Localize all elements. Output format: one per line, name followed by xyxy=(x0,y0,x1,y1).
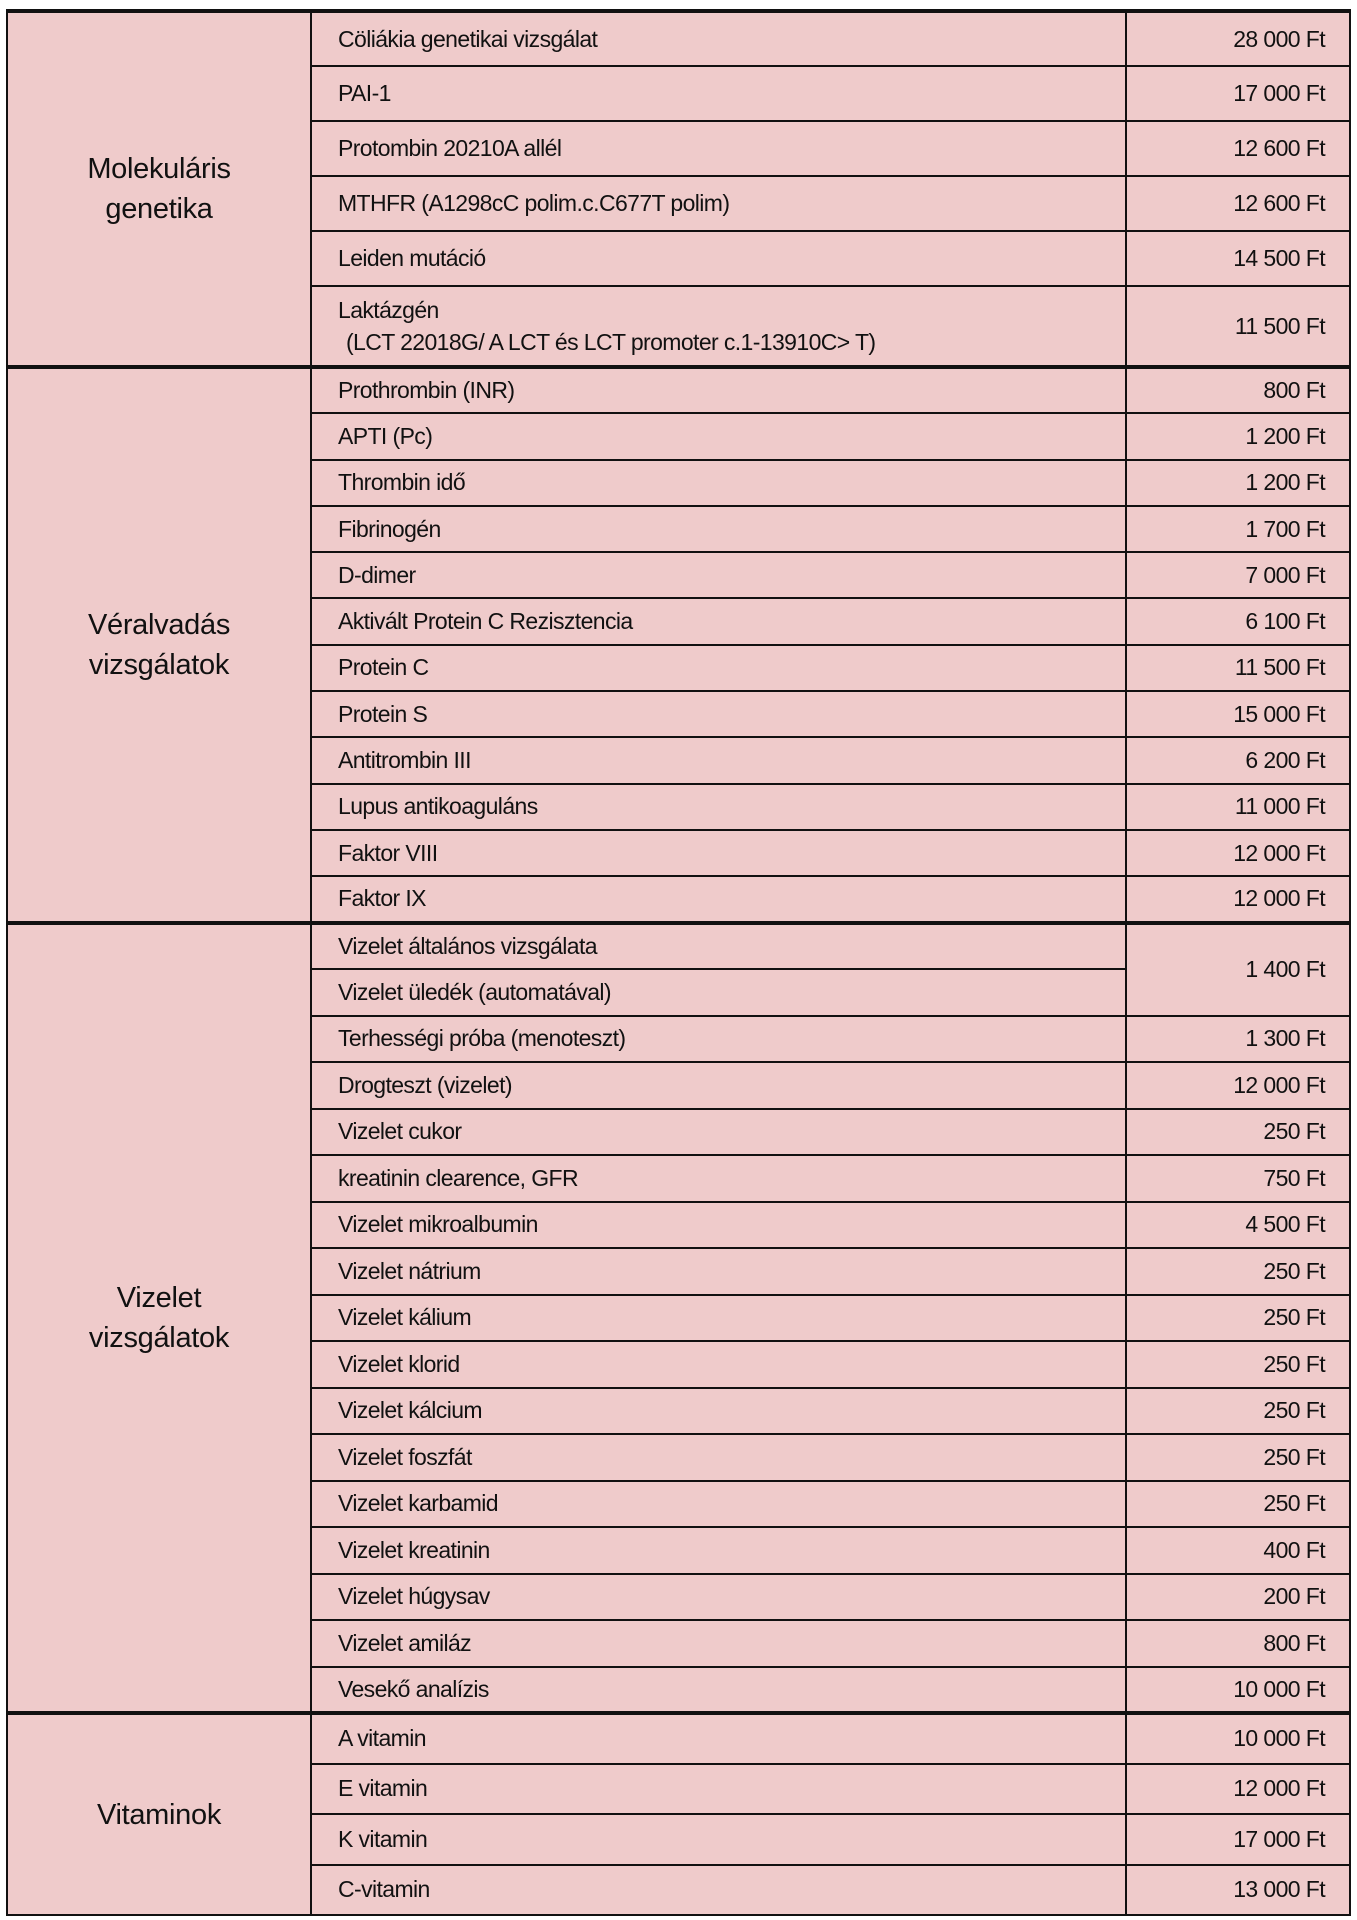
test-name-cell xyxy=(311,830,1126,876)
test-name-cell xyxy=(311,1481,1126,1528)
group-label-line: Vizelet xyxy=(116,1281,202,1314)
group-label xyxy=(7,1713,311,1915)
test-name-cell xyxy=(311,11,1126,66)
test-price: 1 200 Ft xyxy=(1126,460,1350,506)
test-name-cell xyxy=(311,1295,1126,1342)
test-name-cell xyxy=(311,737,1126,783)
test-name: Terhességi próba (menoteszt) xyxy=(338,1025,626,1052)
test-name-cell xyxy=(311,1248,1126,1295)
test-price: 12 600 Ft xyxy=(1126,121,1350,176)
test-price: 14 500 Ft xyxy=(1126,231,1350,286)
test-name-cell xyxy=(311,121,1126,176)
test-price: 800 Ft xyxy=(1126,1620,1350,1667)
test-name: Protein C xyxy=(338,654,429,681)
table-row xyxy=(7,923,1350,970)
test-name: Vizelet amiláz xyxy=(338,1629,472,1656)
test-price: 1 700 Ft xyxy=(1126,506,1350,552)
test-name-cell xyxy=(311,1341,1126,1388)
test-name: Fibrinogén xyxy=(338,515,441,542)
test-name: PAI-1 xyxy=(338,80,391,106)
test-price: 6 100 Ft xyxy=(1126,598,1350,644)
test-name-cell xyxy=(311,1865,1126,1916)
group-label xyxy=(7,11,311,367)
group-label-line: Molekuláris xyxy=(87,153,231,185)
test-name: Aktivált Protein C Rezisztencia xyxy=(338,608,633,635)
group-label xyxy=(7,367,311,923)
test-name-cell xyxy=(311,923,1126,970)
test-name: E vitamin xyxy=(338,1775,428,1802)
test-price: 400 Ft xyxy=(1126,1527,1350,1574)
test-name: Faktor VIII xyxy=(338,839,438,866)
test-name: C-vitamin xyxy=(338,1876,430,1903)
test-name-cell xyxy=(311,1527,1126,1574)
group-label-line: Vitaminok xyxy=(96,1798,222,1831)
test-price: 1 200 Ft xyxy=(1126,413,1350,459)
test-price: 250 Ft xyxy=(1126,1434,1350,1481)
test-price: 7 000 Ft xyxy=(1126,552,1350,598)
test-price: 13 000 Ft xyxy=(1126,1865,1350,1916)
test-name: K vitamin xyxy=(338,1825,428,1852)
test-name: Drogteszt (vizelet) xyxy=(338,1071,512,1098)
table-row xyxy=(7,1713,1350,1764)
test-name-cell xyxy=(311,1109,1126,1156)
test-name: Vesekő analízis xyxy=(338,1675,489,1702)
test-price: 200 Ft xyxy=(1126,1574,1350,1621)
test-name: Cöliákia genetikai vizsgálat xyxy=(338,25,598,52)
test-name-cell xyxy=(311,1667,1126,1714)
test-name-cell xyxy=(311,784,1126,830)
test-name: Vizelet foszfát xyxy=(338,1443,472,1470)
test-price: 10 000 Ft xyxy=(1126,1667,1350,1714)
test-price: 17 000 Ft xyxy=(1126,1814,1350,1865)
test-price: 12 600 Ft xyxy=(1126,176,1350,231)
test-name-cell xyxy=(311,506,1126,552)
test-name-cell xyxy=(311,1434,1126,1481)
test-name-cell xyxy=(311,1764,1126,1815)
test-price: 1 400 Ft xyxy=(1126,923,1350,1016)
test-name: Vizelet üledék (automatával) xyxy=(338,978,611,1005)
test-price: 17 000 Ft xyxy=(1126,66,1350,121)
test-price: 250 Ft xyxy=(1126,1109,1350,1156)
test-name: Vizelet cukor xyxy=(338,1118,462,1145)
test-name: Protombin 20210A allél xyxy=(338,135,562,161)
test-price: 800 Ft xyxy=(1126,367,1350,413)
test-name: Vizelet klorid xyxy=(338,1350,460,1377)
test-name: Laktázgén xyxy=(338,297,439,323)
test-price: 1 300 Ft xyxy=(1126,1016,1350,1063)
test-name: Thrombin idő xyxy=(338,469,466,496)
test-name-cell xyxy=(311,460,1126,506)
test-name-cell xyxy=(311,1713,1126,1764)
test-price: 11 000 Ft xyxy=(1126,784,1350,830)
test-name: Vizelet általános vizsgálata xyxy=(338,932,597,959)
test-price: 250 Ft xyxy=(1126,1248,1350,1295)
test-name: Vizelet mikroalbumin xyxy=(338,1211,538,1238)
test-price: 12 000 Ft xyxy=(1126,1062,1350,1109)
test-price: 12 000 Ft xyxy=(1126,876,1350,922)
test-name: kreatinin clearence, GFR xyxy=(338,1164,578,1191)
group-label-line: vizsgálatok xyxy=(88,1321,230,1354)
test-name: Leiden mutáció xyxy=(338,245,486,271)
test-name-cell xyxy=(311,1062,1126,1109)
test-price: 6 200 Ft xyxy=(1126,737,1350,783)
test-price: 11 500 Ft xyxy=(1126,286,1350,367)
test-price: 250 Ft xyxy=(1126,1388,1350,1435)
test-name: Prothrombin (INR) xyxy=(338,377,515,404)
test-price: 28 000 Ft xyxy=(1126,11,1350,66)
test-name: Vizelet karbamid xyxy=(338,1490,499,1517)
test-price: 250 Ft xyxy=(1126,1341,1350,1388)
test-price: 250 Ft xyxy=(1126,1481,1350,1528)
test-name: APTI (Pc) xyxy=(338,422,433,449)
test-price: 11 500 Ft xyxy=(1126,645,1350,691)
test-name: Vizelet kálcium xyxy=(338,1397,482,1424)
test-name: Protein S xyxy=(338,700,428,727)
test-name-cell xyxy=(311,231,1126,286)
test-name-cell xyxy=(311,1814,1126,1865)
test-name-cell xyxy=(311,1016,1126,1063)
test-name-cell xyxy=(311,1155,1126,1202)
test-name-cell xyxy=(311,876,1126,922)
test-name-cell xyxy=(311,552,1126,598)
test-name-cell xyxy=(311,1202,1126,1249)
price-table-body xyxy=(7,11,1350,1915)
table-row xyxy=(7,11,1350,66)
test-name: Vizelet kálium xyxy=(338,1304,472,1331)
price-table xyxy=(6,9,1351,1916)
test-name-cell xyxy=(311,1388,1126,1435)
test-name: Lupus antikoaguláns xyxy=(338,793,538,820)
test-name: Vizelet nátrium xyxy=(338,1257,481,1284)
test-name-cell xyxy=(311,66,1126,121)
test-name-cell xyxy=(311,367,1126,413)
test-name-cell xyxy=(311,598,1126,644)
test-name: Vizelet kreatinin xyxy=(338,1536,490,1563)
group-label-line: vizsgálatok xyxy=(88,648,230,681)
test-name-cell xyxy=(311,645,1126,691)
test-name-cell xyxy=(311,691,1126,737)
test-name: Antitrombin III xyxy=(338,747,471,774)
group-label-line: Véralvadás xyxy=(87,608,231,641)
test-name-cell xyxy=(311,1620,1126,1667)
test-price: 250 Ft xyxy=(1126,1295,1350,1342)
test-name-cell xyxy=(311,1574,1126,1621)
group-label-line: genetika xyxy=(105,193,213,225)
test-name: A vitamin xyxy=(338,1725,426,1752)
test-name: MTHFR (A1298cC polim.c.C677T polim) xyxy=(338,190,730,216)
test-name: D-dimer xyxy=(338,561,416,588)
test-name-detail: (LCT 22018G/ A LCT és LCT promoter c.1-13910C> T) xyxy=(346,329,876,355)
test-price: 4 500 Ft xyxy=(1126,1202,1350,1249)
test-price: 750 Ft xyxy=(1126,1155,1350,1202)
test-price: 15 000 Ft xyxy=(1126,691,1350,737)
test-price: 12 000 Ft xyxy=(1126,830,1350,876)
test-price: 10 000 Ft xyxy=(1126,1713,1350,1764)
test-name: Vizelet húgysav xyxy=(338,1583,490,1610)
test-name: Faktor IX xyxy=(338,885,426,912)
test-name-cell xyxy=(311,413,1126,459)
test-name-cell xyxy=(311,286,1126,367)
test-name-cell xyxy=(311,176,1126,231)
test-price: 12 000 Ft xyxy=(1126,1764,1350,1815)
table-row xyxy=(7,367,1350,413)
group-label xyxy=(7,923,311,1714)
test-name-cell xyxy=(311,969,1126,1016)
